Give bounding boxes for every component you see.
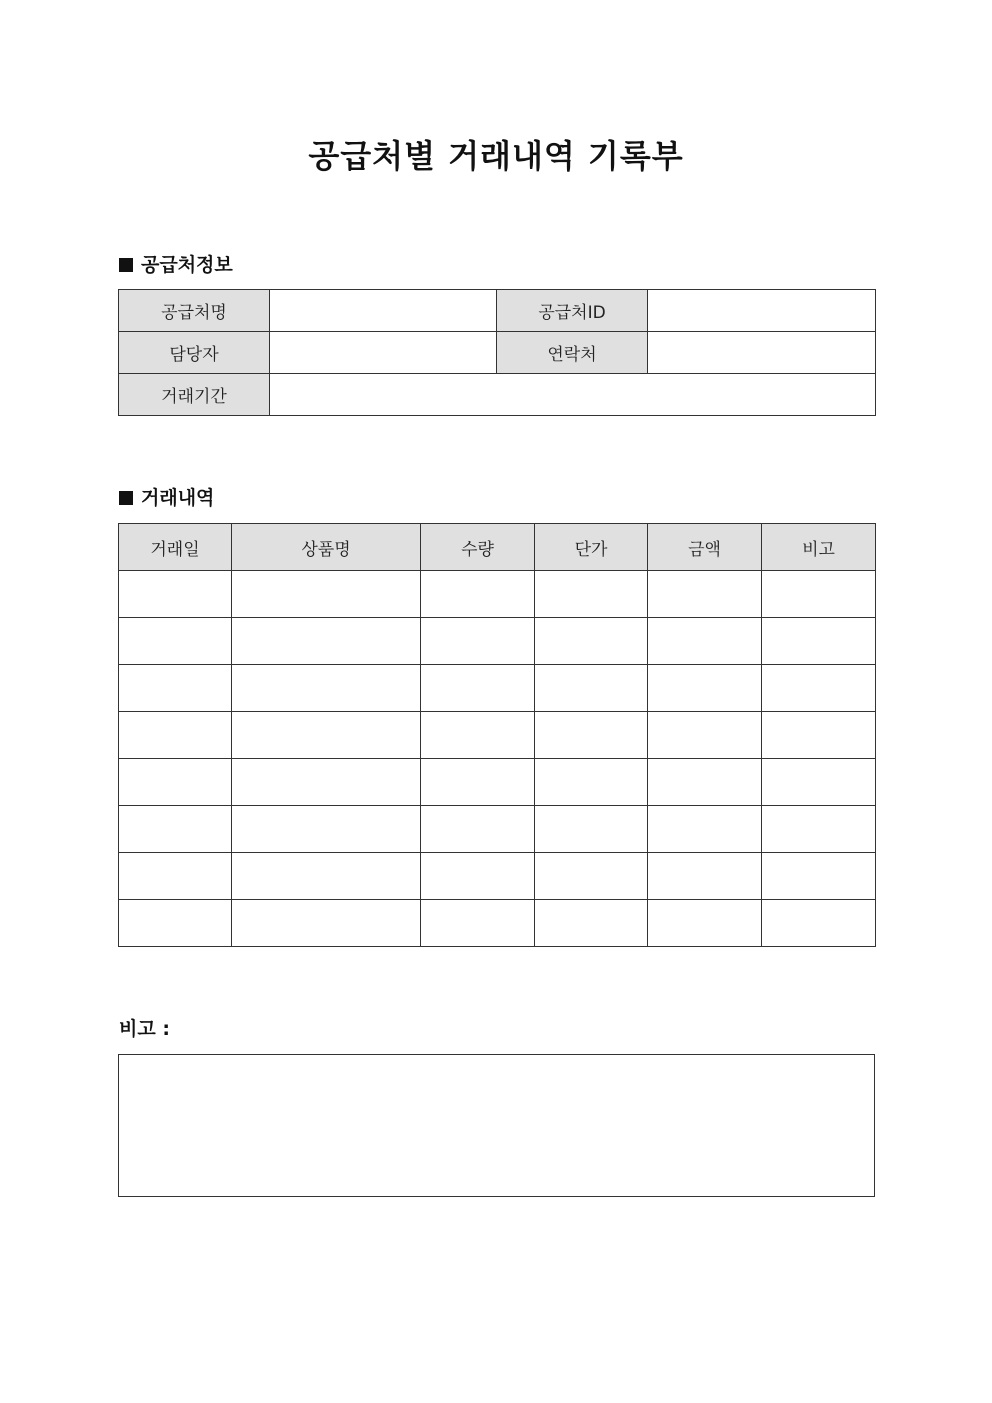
column-header-unit-price: 단가 — [535, 524, 648, 571]
amount-cell[interactable] — [648, 806, 762, 853]
supplier-name-label: 공급처명 — [119, 290, 270, 332]
supplier-info-heading — [119, 253, 233, 277]
trade-date-cell[interactable] — [119, 806, 232, 853]
table-row — [119, 571, 876, 618]
remarks-field[interactable] — [118, 1054, 875, 1197]
column-header-amount: 금액 — [648, 524, 762, 571]
table-row — [119, 900, 876, 947]
unit-price-cell[interactable] — [535, 618, 648, 665]
supplier-name-field[interactable] — [270, 290, 497, 332]
trade-history-heading-label: 거래내역 — [141, 487, 215, 509]
trade-period-field[interactable] — [270, 374, 876, 416]
remarks-cell[interactable] — [762, 571, 876, 618]
unit-price-cell[interactable] — [535, 665, 648, 712]
manager-field[interactable] — [270, 332, 497, 374]
supplier-info-table — [118, 289, 876, 416]
column-header-remarks: 비고 — [762, 524, 876, 571]
square-bullet-icon — [119, 491, 133, 505]
quantity-cell[interactable] — [421, 712, 535, 759]
trade-date-cell[interactable] — [119, 853, 232, 900]
remarks-cell[interactable] — [762, 665, 876, 712]
supplier-info-row — [119, 332, 876, 374]
remarks-cell[interactable] — [762, 712, 876, 759]
amount-cell[interactable] — [648, 618, 762, 665]
unit-price-cell[interactable] — [535, 853, 648, 900]
remarks-cell[interactable] — [762, 806, 876, 853]
trade-date-cell[interactable] — [119, 618, 232, 665]
unit-price-cell[interactable] — [535, 900, 648, 947]
product-name-cell[interactable] — [232, 853, 421, 900]
table-header-row — [119, 524, 876, 571]
amount-cell[interactable] — [648, 759, 762, 806]
amount-cell[interactable] — [648, 900, 762, 947]
remarks-cell[interactable] — [762, 900, 876, 947]
amount-cell[interactable] — [648, 712, 762, 759]
trade-history-table — [118, 523, 876, 947]
table-row — [119, 759, 876, 806]
table-row — [119, 665, 876, 712]
column-header-trade-date: 거래일 — [119, 524, 232, 571]
remarks-cell[interactable] — [762, 759, 876, 806]
quantity-cell[interactable] — [421, 759, 535, 806]
table-row — [119, 853, 876, 900]
table-row — [119, 806, 876, 853]
amount-cell[interactable] — [648, 853, 762, 900]
quantity-cell[interactable] — [421, 618, 535, 665]
trade-date-cell[interactable] — [119, 712, 232, 759]
unit-price-cell[interactable] — [535, 571, 648, 618]
supplier-info-heading-label: 공급처정보 — [141, 254, 233, 276]
product-name-cell[interactable] — [232, 618, 421, 665]
manager-label: 담당자 — [119, 332, 270, 374]
quantity-cell[interactable] — [421, 665, 535, 712]
square-bullet-icon — [119, 258, 133, 272]
trade-date-cell[interactable] — [119, 571, 232, 618]
trade-date-cell[interactable] — [119, 900, 232, 947]
table-row — [119, 618, 876, 665]
unit-price-cell[interactable] — [535, 759, 648, 806]
column-header-quantity: 수량 — [421, 524, 535, 571]
supplier-info-row — [119, 290, 876, 332]
trade-history-heading — [119, 486, 214, 510]
page-title: 공급처별 거래내역 기록부 — [308, 137, 684, 175]
amount-cell[interactable] — [648, 571, 762, 618]
product-name-cell[interactable] — [232, 712, 421, 759]
contact-label: 연락처 — [497, 332, 648, 374]
quantity-cell[interactable] — [421, 900, 535, 947]
supplier-info-row — [119, 374, 876, 416]
amount-cell[interactable] — [648, 665, 762, 712]
remarks-label: 비고 : — [119, 1018, 170, 1040]
product-name-cell[interactable] — [232, 759, 421, 806]
product-name-cell[interactable] — [232, 571, 421, 618]
supplier-id-field[interactable] — [648, 290, 876, 332]
table-row — [119, 712, 876, 759]
unit-price-cell[interactable] — [535, 806, 648, 853]
contact-field[interactable] — [648, 332, 876, 374]
quantity-cell[interactable] — [421, 806, 535, 853]
quantity-cell[interactable] — [421, 853, 535, 900]
unit-price-cell[interactable] — [535, 712, 648, 759]
product-name-cell[interactable] — [232, 806, 421, 853]
product-name-cell[interactable] — [232, 665, 421, 712]
column-header-product-name: 상품명 — [232, 524, 421, 571]
trade-period-label: 거래기간 — [119, 374, 270, 416]
remarks-cell[interactable] — [762, 618, 876, 665]
quantity-cell[interactable] — [421, 571, 535, 618]
trade-date-cell[interactable] — [119, 665, 232, 712]
supplier-id-label: 공급처ID — [497, 290, 648, 332]
product-name-cell[interactable] — [232, 900, 421, 947]
remarks-cell[interactable] — [762, 853, 876, 900]
trade-date-cell[interactable] — [119, 759, 232, 806]
